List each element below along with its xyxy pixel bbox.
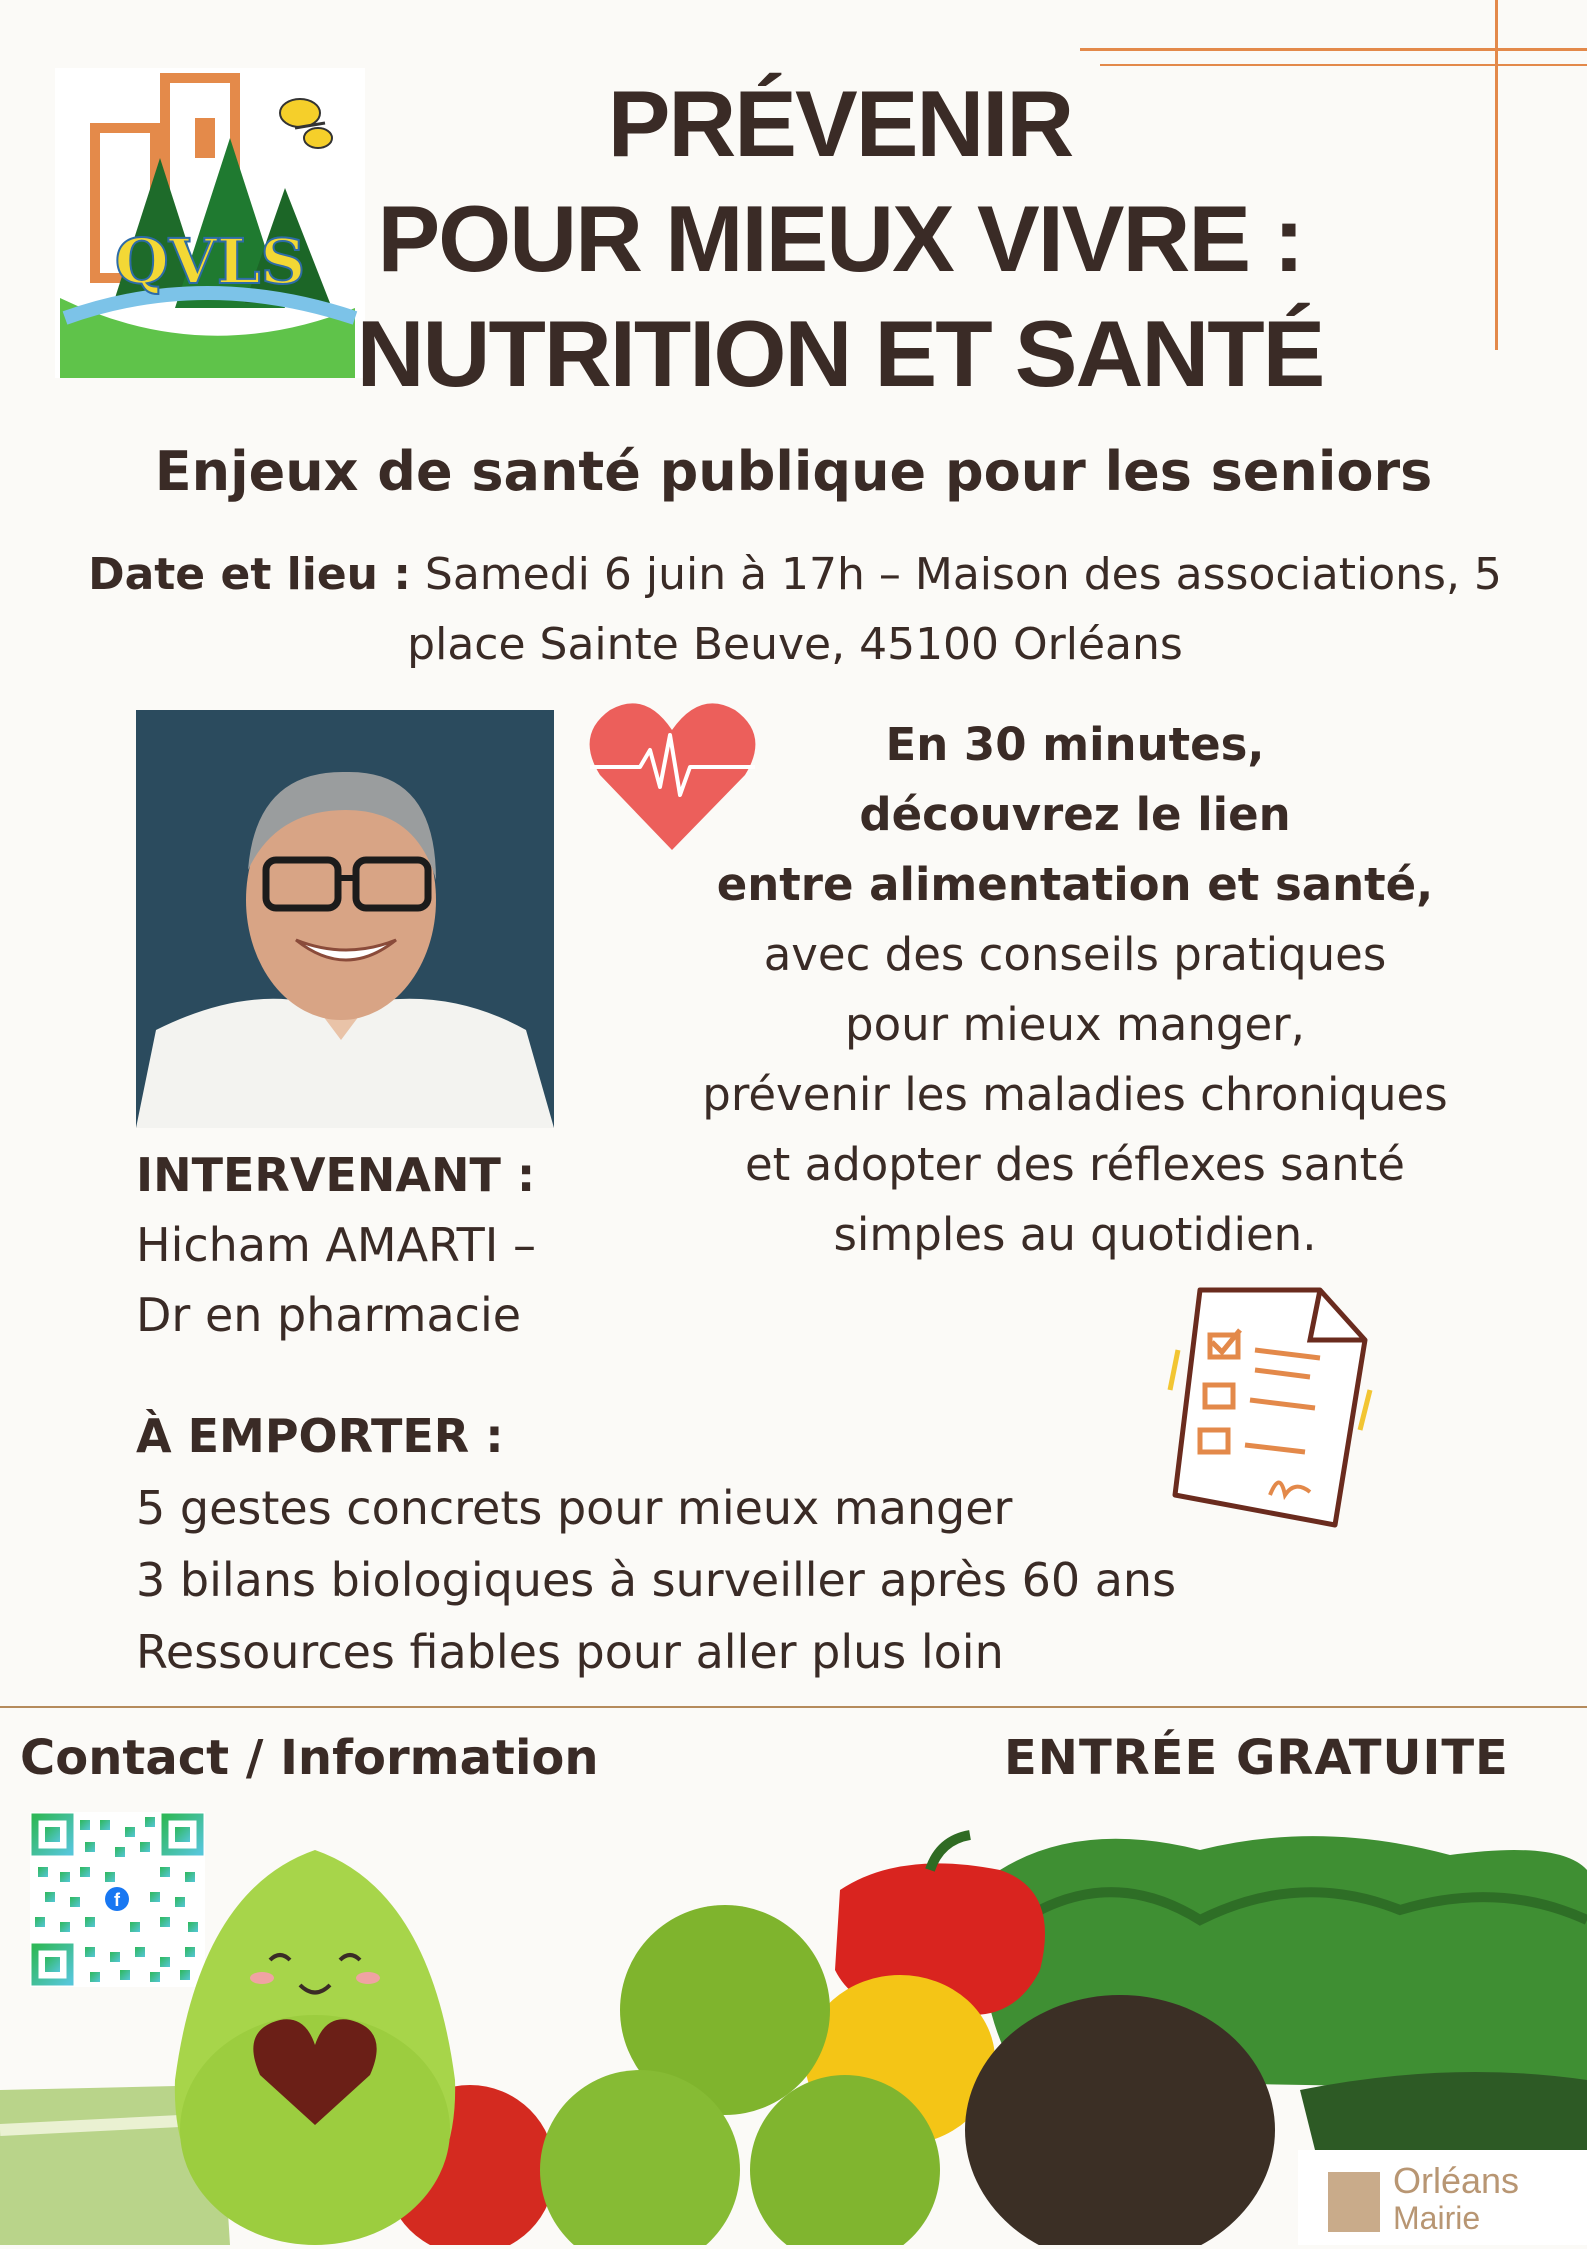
description-bold-3: entre alimentation et santé, (716, 858, 1434, 911)
description-bold-1: En 30 minutes, (885, 718, 1265, 771)
orleans-logo-icon (1328, 2172, 1380, 2232)
date-place-text-1: Samedi 6 juin à 17h – Maison des associations, 5 (410, 549, 1502, 600)
speaker-info (136, 1140, 536, 1350)
description-line-1: avec des conseils pratiques (763, 928, 1387, 981)
takeaway-item: 3 bilans biologiques à surveiller après 60 ans (136, 1553, 1177, 1607)
date-place-label: Date et lieu : (88, 549, 411, 600)
title-line-2: POUR MIEUX VIVRE : (377, 186, 1303, 291)
title-line-3: NUTRITION ET SANTÉ (356, 301, 1324, 406)
description-line-4: et adopter des réflexes santé (745, 1138, 1405, 1191)
description-line-3: prévenir les maladies chroniques (702, 1068, 1448, 1121)
date-place-text-2: place Sainte Beuve, 45100 Orléans (407, 619, 1183, 670)
contact-label: Contact / Information (20, 1730, 599, 1786)
orleans-mairie-badge (1298, 2150, 1587, 2245)
decorative-line-h1 (1080, 48, 1587, 51)
speaker-photo (136, 710, 554, 1128)
divider (0, 1706, 1587, 1708)
decorative-line-v1 (1495, 0, 1498, 350)
title-line-1: PRÉVENIR (607, 71, 1073, 176)
takeaway-item: Ressources fiables pour aller plus loin (136, 1625, 1004, 1679)
description-line-5: simples au quotidien. (833, 1208, 1317, 1261)
description-bold-2: découvrez le lien (859, 788, 1291, 841)
event-description (660, 710, 1490, 1270)
badge-line-2: Mairie (1393, 2200, 1481, 2236)
subtitle: Enjeux de santé publique pour les seniors (154, 440, 1433, 503)
badge-line-1: Orléans (1393, 2160, 1520, 2201)
takeaway-item: 5 gestes concrets pour mieux manger (136, 1481, 1013, 1535)
takeaway-section (136, 1400, 1176, 1688)
description-line-2: pour mieux manger, (845, 998, 1305, 1051)
checklist-icon (1160, 1280, 1380, 1540)
date-place (40, 540, 1550, 680)
logo-text: QVLS (114, 225, 306, 298)
speaker-label: INTERVENANT : (136, 1148, 536, 1202)
takeaway-label: À EMPORTER : (136, 1409, 504, 1463)
speaker-role: Dr en pharmacie (136, 1288, 522, 1342)
speaker-name: Hicham AMARTI – (136, 1218, 536, 1272)
facebook-icon: f (105, 1887, 129, 1911)
free-entry-label: ENTRÉE GRATUITE (1004, 1730, 1509, 1786)
